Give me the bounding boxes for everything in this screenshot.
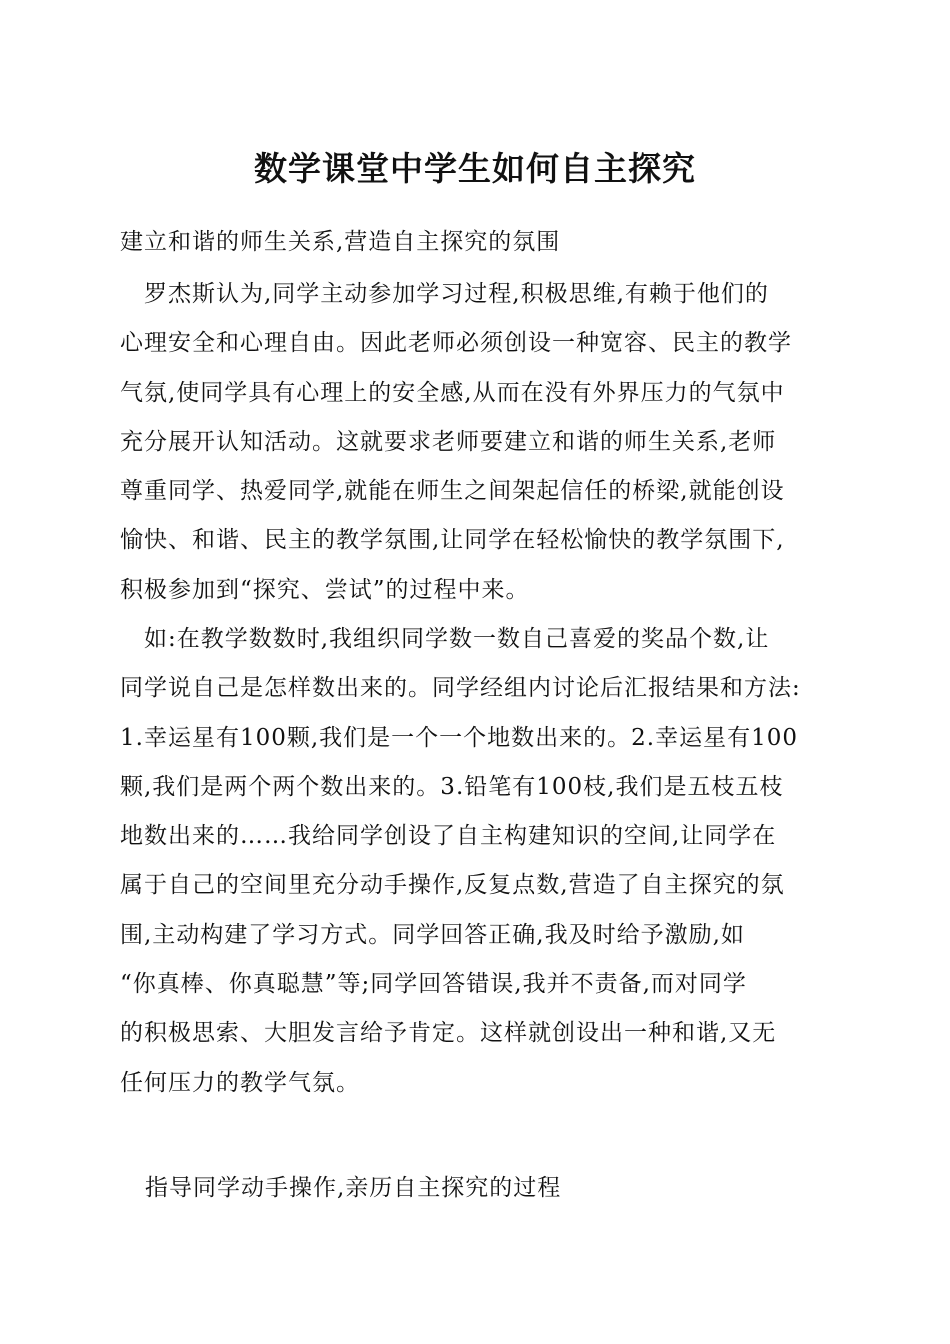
paragraph-line: 围,主动构建了学习方式。同学回答正确,我及时给予激励,如: [120, 921, 745, 948]
paragraph-line: 颗,我们是两个两个数出来的。3.铅笔有100枝,我们是五枝五枝: [120, 773, 784, 800]
paragraph-line: 地数出来的……我给同学创设了自主构建知识的空间,让同学在: [120, 823, 777, 850]
paragraph-line: 如:在教学数数时,我组织同学数一数自己喜爱的奖品个数,让: [144, 626, 770, 652]
paragraph-line: 充分展开认知活动。这就要求老师要建立和谐的师生关系,老师: [120, 428, 777, 455]
paragraph-line: 气氛,使同学具有心理上的安全感,从而在没有外界压力的气氛中: [120, 379, 785, 406]
paragraph-line: 1.幸运星有100颗,我们是一个一个地数出来的。2.幸运星有100: [120, 724, 798, 751]
paragraph-2: [120, 615, 860, 1108]
paragraph-1: [120, 270, 860, 615]
paragraph-line: 任何压力的教学气氛。: [120, 1069, 360, 1096]
paragraph-line: 属于自己的空间里充分动手操作,反复点数,营造了自主探究的氛: [120, 872, 785, 899]
section-heading-1: 建立和谐的师生关系,营造自主探究的氛围: [120, 229, 561, 255]
document-title: 数学课堂中学生如何自主探究: [254, 149, 696, 188]
section-heading-2: 指导同学动手操作,亲历自主探究的过程: [145, 1175, 562, 1201]
paragraph-line: 罗杰斯认为,同学主动参加学习过程,积极思维,有赖于他们的: [144, 281, 769, 307]
paragraph-line: 同学说自己是怎样数出来的。同学经组内讨论后汇报结果和方法:: [120, 675, 801, 702]
paragraph-line: 愉快、和谐、民主的教学氛围,让同学在轻松愉快的教学氛围下,: [120, 527, 785, 554]
paragraph-line: 尊重同学、热爱同学,就能在师生之间架起信任的桥梁,就能创设: [120, 478, 785, 505]
paragraph-line: 的积极思索、大胆发言给予肯定。这样就创设出一种和谐,又无: [120, 1020, 777, 1047]
paragraph-line: “你真棒、你真聪慧”等;同学回答错误,我并不责备,而对同学: [120, 971, 747, 998]
paragraph-line: 积极参加到“探究、尝试”的过程中来。: [120, 576, 530, 603]
paragraph-line: 心理安全和心理自由。因此老师必须创设一种宽容、民主的教学: [120, 330, 792, 357]
